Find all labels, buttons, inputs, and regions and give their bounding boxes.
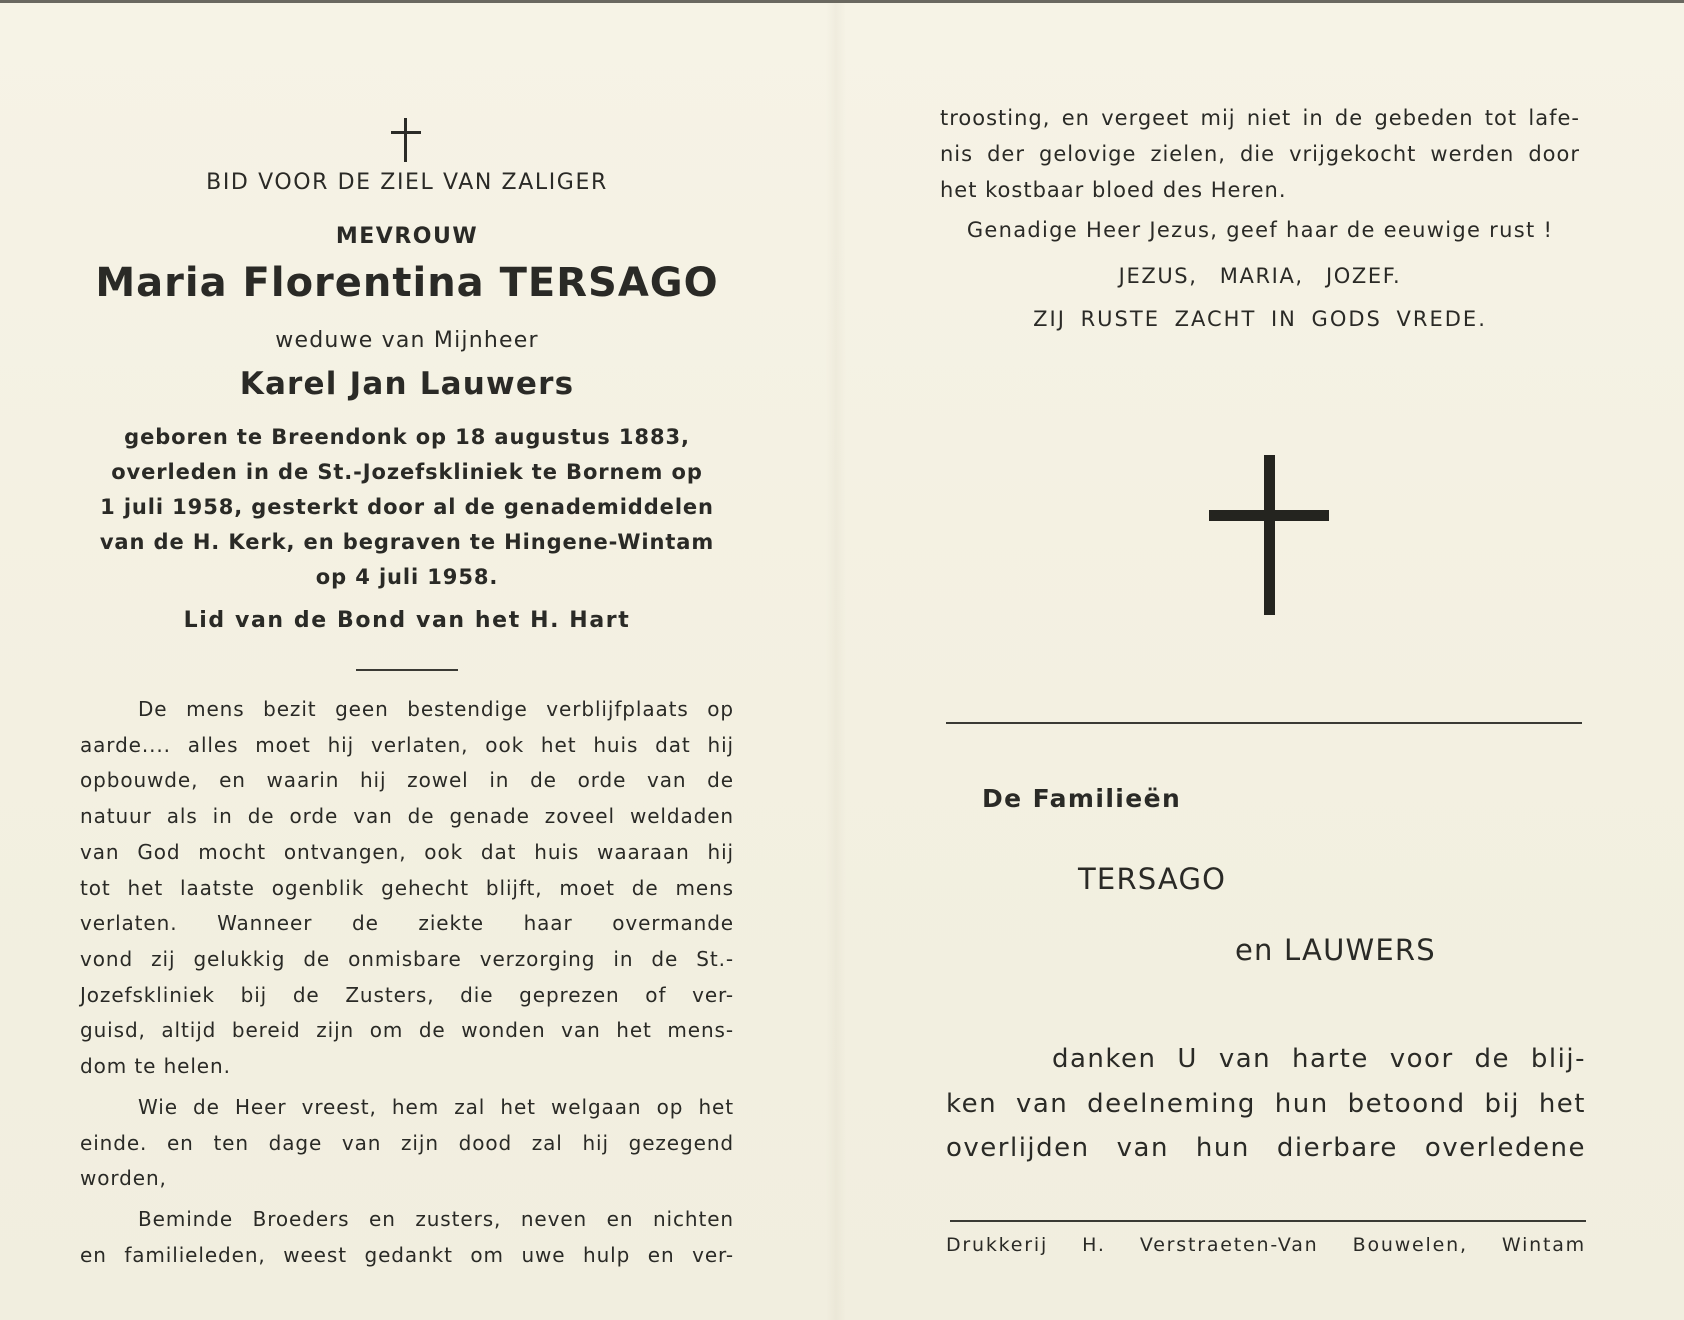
paragraph-line: worden, (80, 1166, 167, 1191)
membership-line: Lid van de Bond van het H. Hart (183, 608, 631, 633)
paragraph-line: einde. en ten dage van zijn dood zal hij gezegend (80, 1130, 734, 1155)
paragraph-broeders (80, 1202, 734, 1273)
paragraph-line: opbouwde, en waarin hij zowel in de orde van de (80, 768, 734, 793)
bio-line: geboren te Breendonk op 18 augustus 1883, (124, 425, 690, 449)
thanks-paragraph (946, 1037, 1586, 1171)
large-cross-icon (1209, 455, 1329, 615)
biography (80, 420, 734, 595)
paragraph-continuation (940, 100, 1580, 208)
paragraph-mens (80, 692, 734, 1085)
family-name: en LAUWERS (1235, 933, 1436, 967)
paragraph-line: tot het laatste ogenblik gehecht blijft, moet de mens (80, 875, 734, 900)
paragraph-line: guisd, altijd bereid zijn om de wonden van het mens- (80, 1018, 734, 1043)
paragraph-line: vond zij gelukkig de onmisbare verzorging in de St.- (80, 946, 734, 971)
paragraph-line: troosting, en vergeet mij niet in de gebeden tot lafe- (940, 106, 1580, 130)
bio-line: overleden in de St.-Jozefskliniek te Bornem op (111, 460, 703, 484)
thanks-line: ken van deelneming hun betoond bij het (946, 1088, 1586, 1119)
bio-line: van de H. Kerk, en begraven te Hingene-Wintam (99, 530, 715, 554)
paragraph-line: het kostbaar bloed des Heren. (940, 178, 1287, 202)
paragraph-line: De mens bezit geen bestendige verblijfplaats op (138, 697, 734, 721)
honorific-title: MEVROUW (335, 224, 479, 249)
holy-names-line: JEZUS, MARIA, JOZEF. (1118, 264, 1402, 288)
thanks-line: overlijden van hun dierbare overledene (946, 1133, 1586, 1163)
widow-of-line: weduwe van Mijnheer (275, 328, 539, 353)
bio-line: op 4 juli 1958. (315, 565, 499, 589)
family-name: TERSAGO (1078, 862, 1227, 896)
paragraph-line: aarde.... alles moet hij verlaten, ook het huis dat hij (80, 732, 734, 757)
paragraph-line: natuur als in de orde van de genade zoveel weldaden (80, 804, 734, 829)
paragraph-line: dom te helen. (80, 1054, 231, 1079)
paragraph-line: en familieleden, weest gedankt om uwe hulp en ver- (80, 1242, 734, 1267)
paragraph-line: nis der gelovige zielen, die vrijgekocht werden door (940, 142, 1580, 166)
paragraph-line: Wie de Heer vreest, hem zal het welgaan op het (138, 1095, 734, 1119)
rest-in-peace-line: ZIJ RUSTE ZACHT IN GODS VREDE. (1033, 307, 1487, 331)
divider-line (950, 1220, 1586, 1222)
paragraph-line: van God mocht ontvangen, ook dat huis waaraan hij (80, 839, 734, 864)
printer-credit: Drukkerij H. Verstraeten-Van Bouwelen, Wintam (946, 1234, 1586, 1256)
paragraph-line: Beminde Broeders en zusters, neven en nichten (138, 1207, 734, 1231)
divider-line (946, 722, 1582, 724)
bio-line: 1 juli 1958, gesterkt door al de genademiddelen (100, 495, 714, 519)
deceased-name: Maria Florentina TERSAGO (95, 260, 719, 306)
husband-name: Karel Jan Lauwers (239, 366, 575, 402)
prayer-header: BID VOOR DE ZIEL VAN ZALIGER (206, 170, 608, 195)
short-divider (356, 669, 458, 671)
thanks-line: danken U van harte voor de blij- (1052, 1044, 1586, 1074)
small-cross-icon (391, 118, 421, 162)
card-fold (826, 0, 846, 1320)
paragraph-heer (80, 1090, 734, 1197)
invocation-line: Genadige Heer Jezus, geef haar de eeuwige rust ! (966, 218, 1554, 242)
families-heading: De Familieën (982, 784, 1182, 813)
paragraph-line: Jozefskliniek bij de Zusters, die geprezen of ver- (80, 982, 734, 1007)
paragraph-line: verlaten. Wanneer de ziekte haar overmande (80, 911, 734, 936)
